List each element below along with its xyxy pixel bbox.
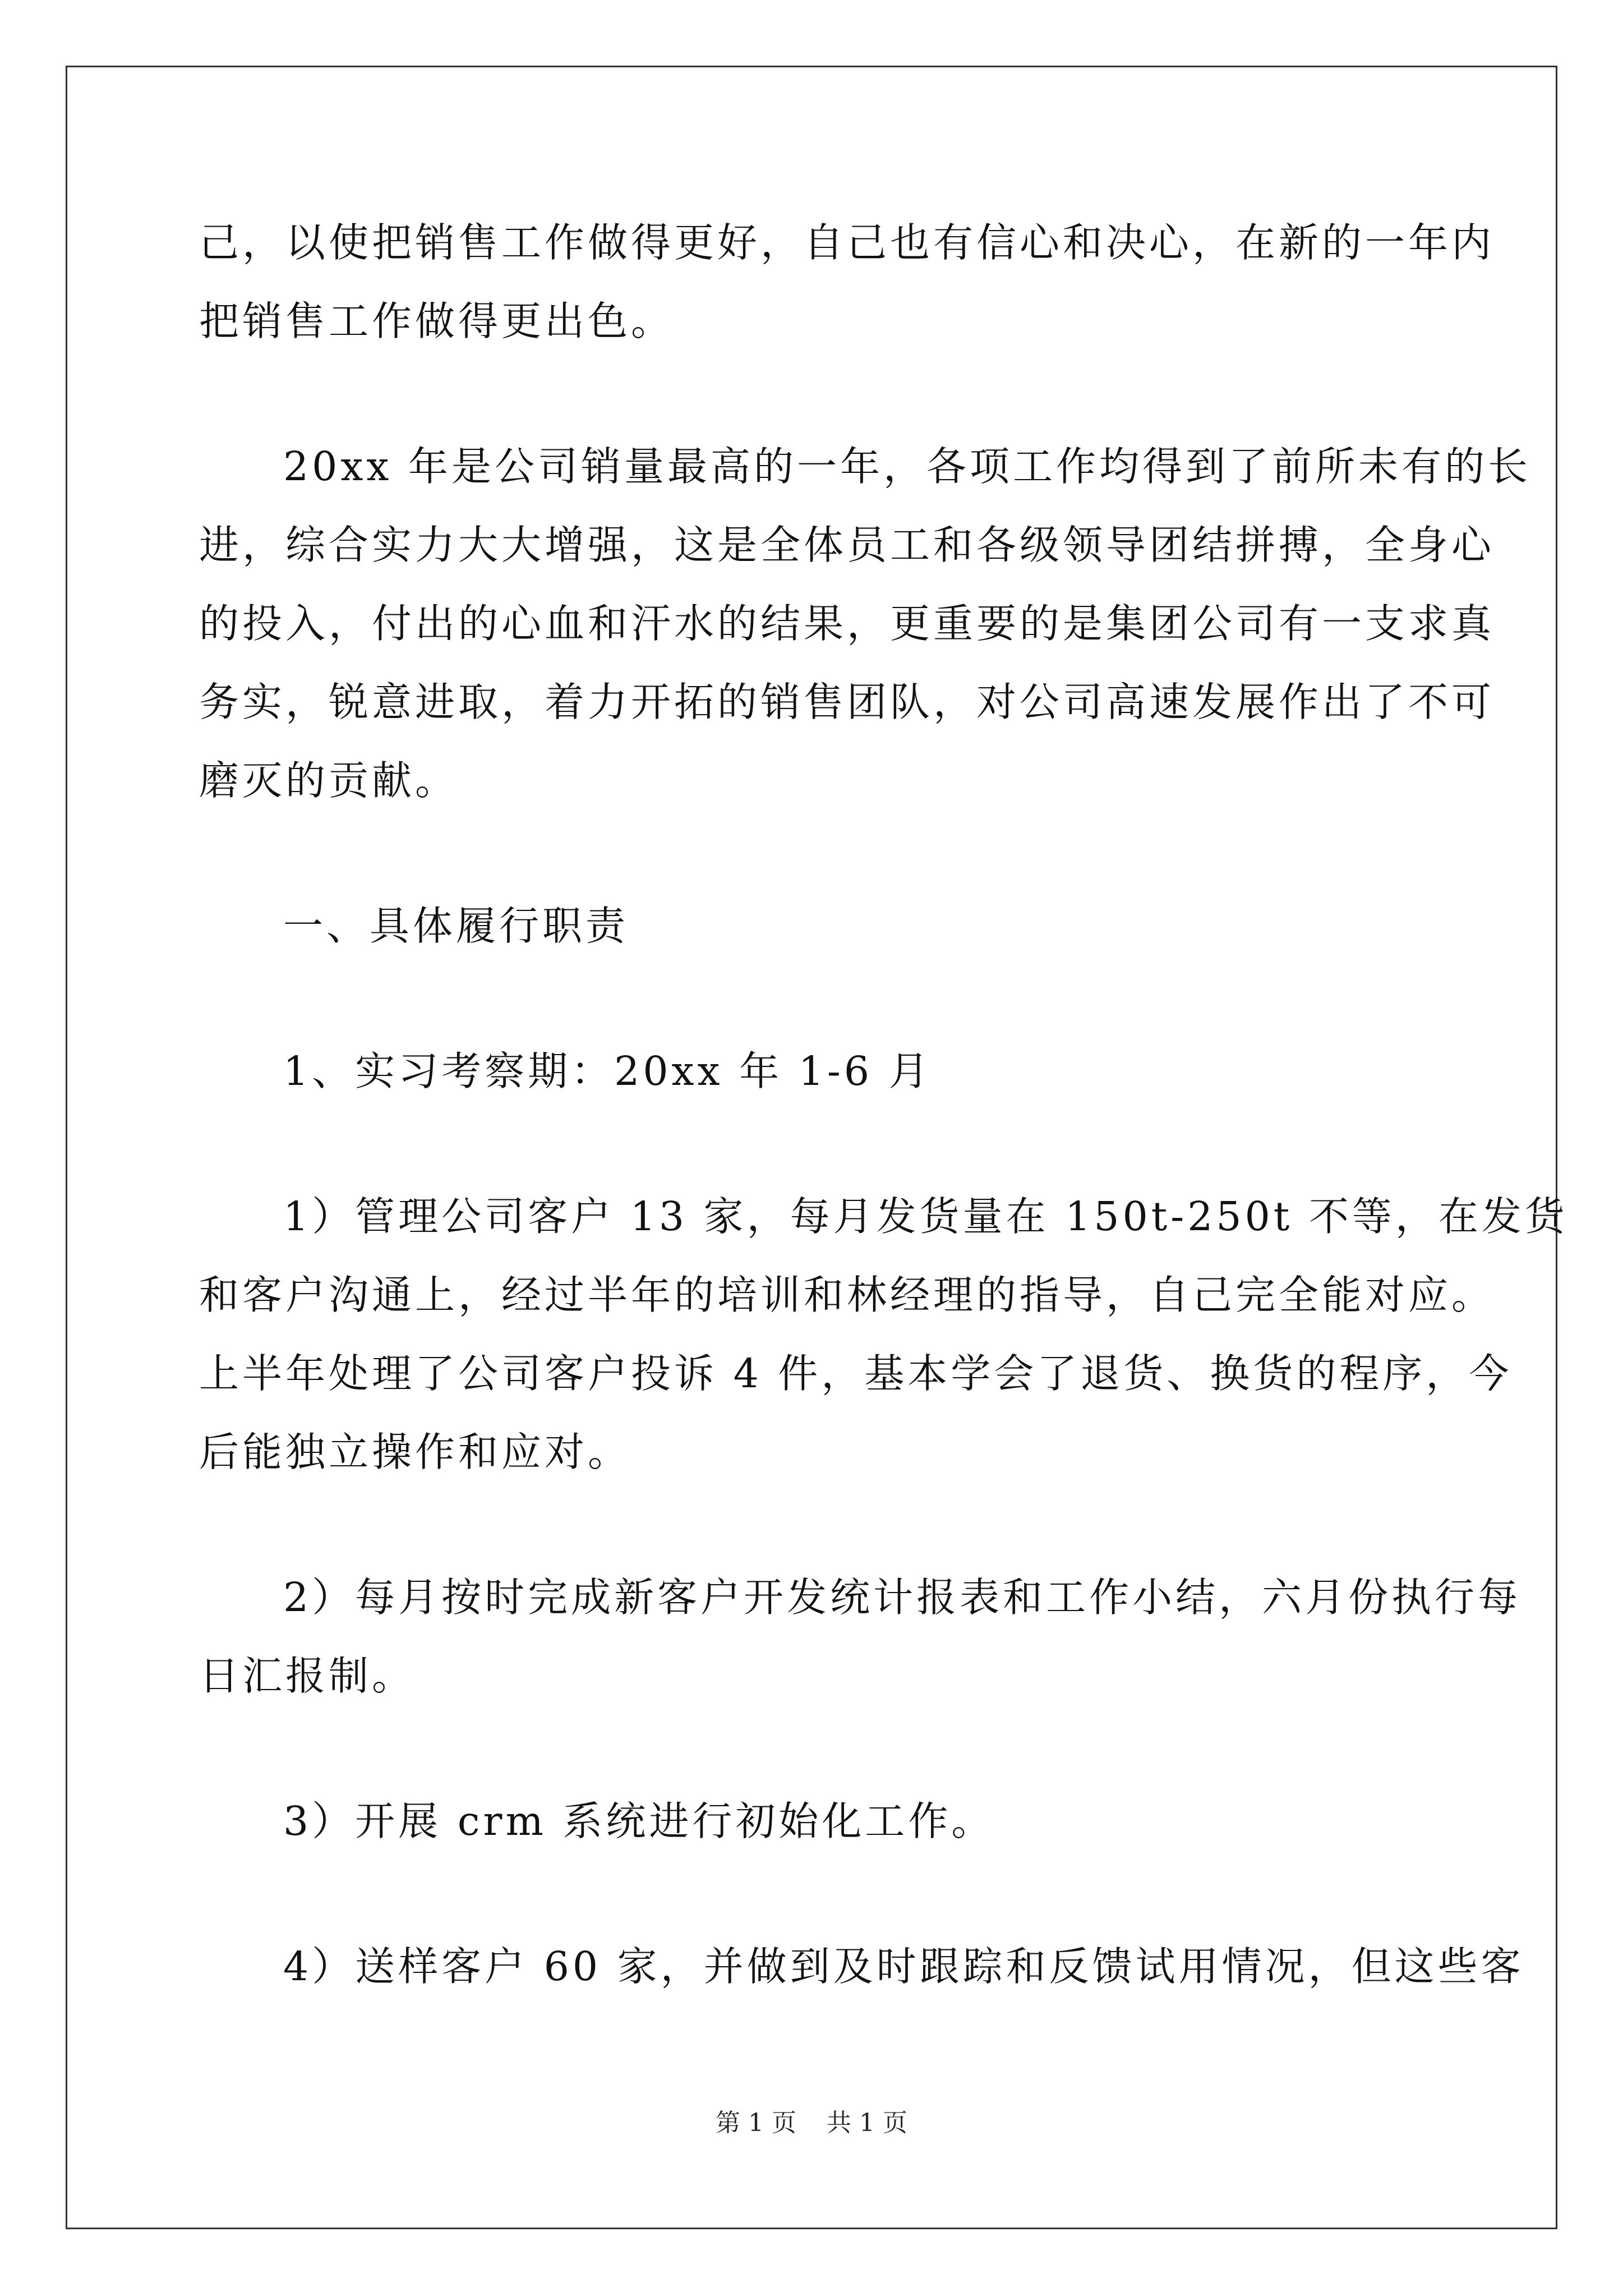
text-line-10: 1）管理公司客户 13 家，每月发货量在 150t-250t 不等，在发货 [283,1193,1568,1240]
page-border [66,66,1568,2229]
text-line-7: 磨灭的贡献。 [199,757,459,804]
text-line-11: 和客户沟通上，经过半年的培训和林经理的指导，自己完全能对应。 [199,1272,1495,1318]
page-total: 共 1 页 [827,2109,907,2137]
text-line-3: 20xx 年是公司销量最高的一年，各项工作均得到了前所未有的长 [283,443,1531,490]
text-line-13: 后能独立操作和应对。 [199,1429,631,1475]
text-line-12: 上半年处理了公司客户投诉 4 件，基本学会了退货、换货的程序，今 [199,1350,1513,1397]
text-line-17: 4）送样客户 60 家，并做到及时跟踪和反馈试用情况，但这些客 [283,1943,1524,1990]
text-line-15: 日汇报制。 [199,1653,416,1699]
text-line-5: 的投入，付出的心血和汗水的结果，更重要的是集团公司有一支求真 [199,600,1495,647]
section-heading: 一、具体履行职责 [283,903,629,949]
text-line-4: 进，综合实力大大增强，这是全体员工和各级领导团结拼搏，全身心 [199,522,1495,568]
page-number: 第 1 页 [716,2109,796,2137]
page-footer [0,2106,1623,2140]
text-line-14: 2）每月按时完成新客户开发统计报表和工作小结，六月份执行每 [283,1574,1521,1621]
text-line-16: 3）开展 crm 系统进行初始化工作。 [283,1798,995,1844]
text-line-6: 务实，锐意进取，着力开拓的销售团队，对公司高速发展作出了不可 [199,679,1495,725]
text-line-2: 把销售工作做得更出色。 [199,298,675,344]
subsection-heading: 1、实习考察期：20xx 年 1-6 月 [283,1048,932,1094]
text-line-1: 己，以使把销售工作做得更好，自己也有信心和决心，在新的一年内 [199,219,1495,266]
